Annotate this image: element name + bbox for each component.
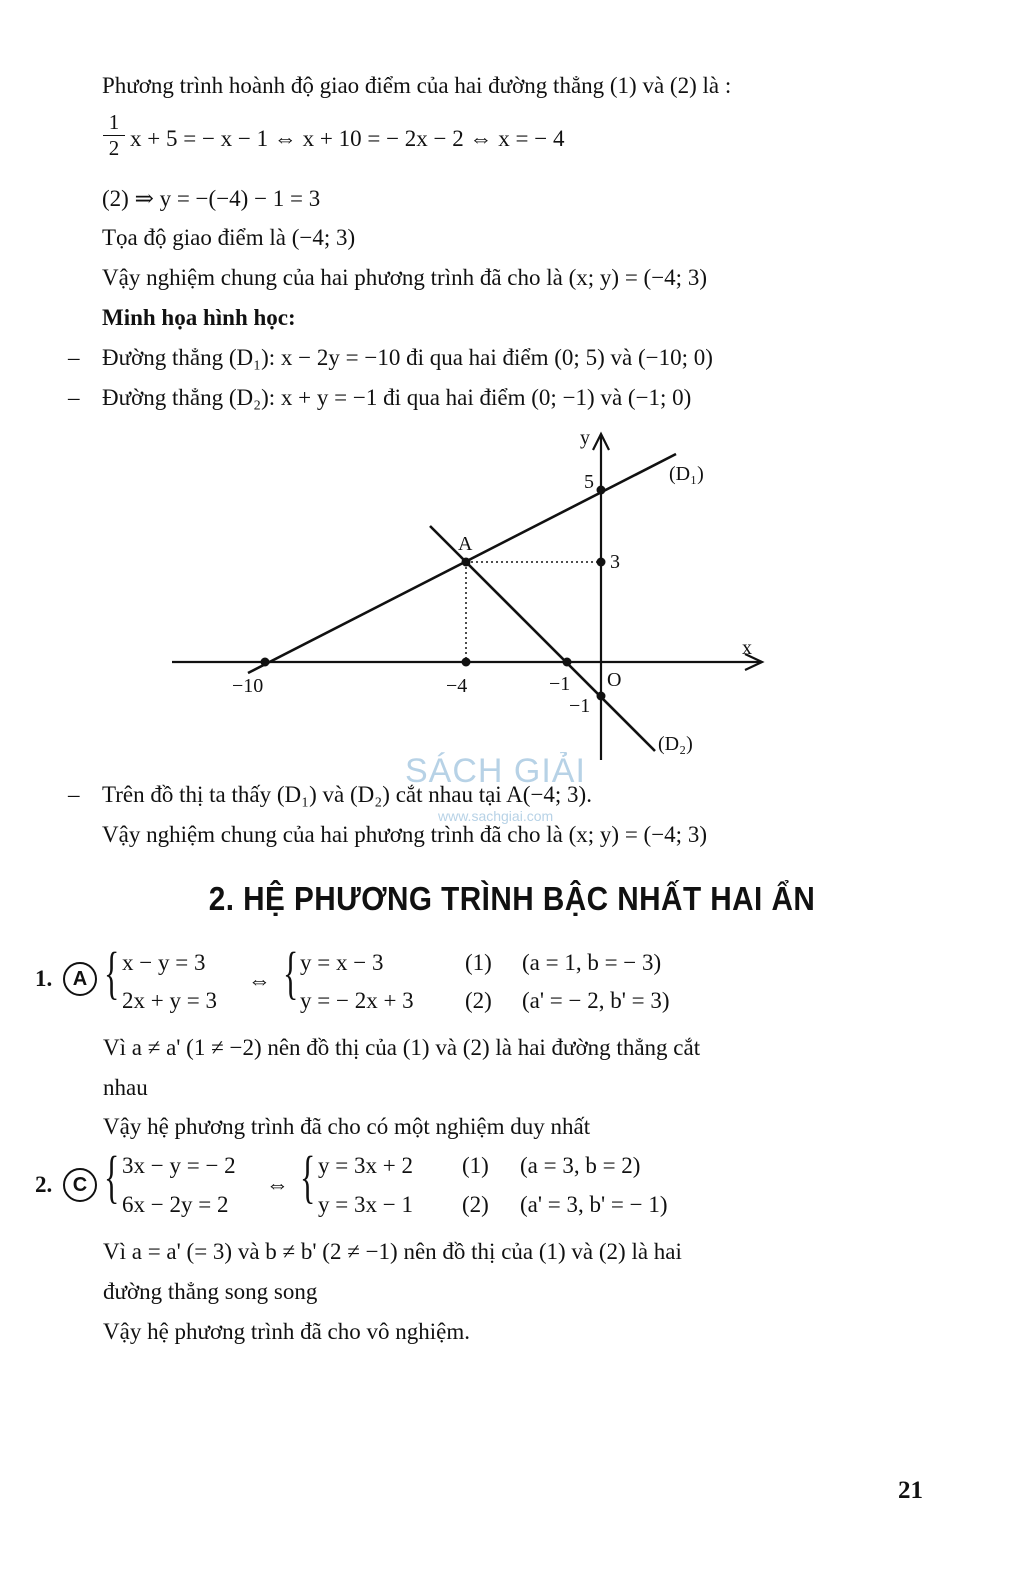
system-eq: 3x − y = − 2 — [122, 1153, 236, 1178]
fraction-one-half — [103, 112, 125, 159]
page-number: 21 — [898, 1477, 923, 1504]
equation-tag: (2) — [465, 988, 492, 1013]
tick-label-5: 5 — [584, 471, 594, 493]
text-line: Vậy nghiệm chung của hai phương trình đã cho là (x; y) = (−4; 3) — [102, 822, 707, 847]
system-eq: y = − 2x + 3 — [300, 988, 414, 1013]
bullet-dash: – — [68, 385, 80, 410]
tick-label-3: 3 — [610, 551, 620, 573]
tick-label-minus10: −10 — [232, 675, 264, 697]
watermark-logo: SÁCH GIẢI — [405, 752, 586, 790]
system-eq: x − y = 3 — [122, 950, 206, 975]
fraction-numerator: 1 — [103, 112, 125, 136]
point-3 — [597, 558, 606, 567]
coefficients: (a' = 3, b' = − 1) — [520, 1192, 668, 1217]
coefficients: (a = 1, b = − 3) — [522, 950, 662, 975]
axis-x-label: x — [742, 637, 752, 659]
tick-label-minus1-y: −1 — [569, 695, 591, 717]
equation-tag: (2) — [462, 1192, 489, 1217]
point-a-label: A — [458, 533, 473, 555]
equivalence-symbol: ⇔ — [248, 968, 271, 993]
system-eq: 2x + y = 3 — [122, 988, 217, 1013]
system-eq: y = x − 3 — [300, 950, 384, 975]
left-brace: { — [283, 940, 299, 1005]
system-eq: y = 3x − 1 — [318, 1192, 413, 1217]
equation-tag: (1) — [462, 1153, 489, 1178]
coefficients: (a = 3, b = 2) — [520, 1153, 641, 1178]
section-title: Minh họa hình học: — [102, 305, 296, 330]
text-line: Vì a = a' (= 3) và b ≠ b' (2 ≠ −1) nên đồ thị của (1) và (2) là hai — [103, 1239, 682, 1264]
watermark-url: www.sachgiai.com — [438, 808, 554, 824]
equivalence-symbol: ⇔ — [266, 1172, 289, 1197]
d2-label: (D₂) — [658, 733, 693, 755]
answer-choice-badge: C — [63, 1168, 97, 1202]
section-heading: 2. HỆ PHƯƠNG TRÌNH BẬC NHẤT HAI ẨN — [208, 880, 816, 917]
left-brace: { — [104, 940, 120, 1005]
exercise-number: 1. — [35, 966, 53, 991]
answer-choice-badge: A — [63, 962, 97, 996]
d1-label: (D₁) — [669, 463, 704, 485]
bullet-line-d1: Đường thẳng (D₁): x − 2y = −10 đi qua hai điểm (0; 5) và (−10; 0) — [102, 345, 713, 370]
fraction-denominator: 2 — [108, 136, 120, 160]
text-line: Phương trình hoành độ giao điểm của hai đường thẳng (1) và (2) là : — [102, 73, 732, 98]
text-line: Vì a ≠ a' (1 ≠ −2) nên đồ thị của (1) và (2) là hai đường thẳng cắt — [103, 1035, 701, 1060]
exercise-number: 2. — [35, 1172, 53, 1197]
tick-label-minus4: −4 — [446, 675, 468, 697]
left-brace: { — [104, 1144, 120, 1209]
equation-line: (2) ⇒ y = −(−4) − 1 = 3 — [102, 186, 321, 211]
point-a — [462, 558, 471, 567]
axis-y-label: y — [580, 427, 590, 449]
point-minus10 — [261, 658, 270, 667]
point-minus1-y — [597, 692, 606, 701]
bullet-line-intersection: Trên đồ thị ta thấy (D₁) và (D₂) cắt nhau tại A(−4; 3). — [102, 782, 592, 807]
text-line: Vậy hệ phương trình đã cho vô nghiệm. — [103, 1319, 471, 1344]
bullet-line-d2: Đường thẳng (D₂): x + y = −1 đi qua hai điểm (0; −1) và (−1; 0) — [102, 385, 692, 410]
point-minus1-x — [563, 658, 572, 667]
system-eq: 6x − 2y = 2 — [122, 1192, 229, 1217]
equation-line: x + 5 = − x − 1 ⇔ x + 10 = − 2x − 2 ⇔ x = − 4 — [130, 126, 565, 151]
equation-tag: (1) — [465, 950, 492, 975]
bullet-dash: – — [68, 782, 80, 807]
coordinate-graph — [0, 420, 1024, 770]
bullet-dash: – — [68, 345, 80, 370]
text-line: Tọa độ giao điểm là (−4; 3) — [102, 225, 356, 250]
origin-label: O — [607, 669, 622, 691]
text-line: đường thẳng song song — [103, 1279, 318, 1304]
coefficients: (a' = − 2, b' = 3) — [522, 988, 670, 1013]
point-minus4 — [462, 658, 471, 667]
text-line: Vậy nghiệm chung của hai phương trình đã cho là (x; y) = (−4; 3) — [102, 265, 707, 290]
tick-label-minus1-x: −1 — [549, 673, 571, 695]
text-line: nhau — [103, 1075, 148, 1100]
point-5 — [597, 486, 606, 495]
text-line: Vậy hệ phương trình đã cho có một nghiệm duy nhất — [103, 1114, 591, 1139]
system-eq: y = 3x + 2 — [318, 1153, 413, 1178]
left-brace: { — [300, 1144, 316, 1209]
